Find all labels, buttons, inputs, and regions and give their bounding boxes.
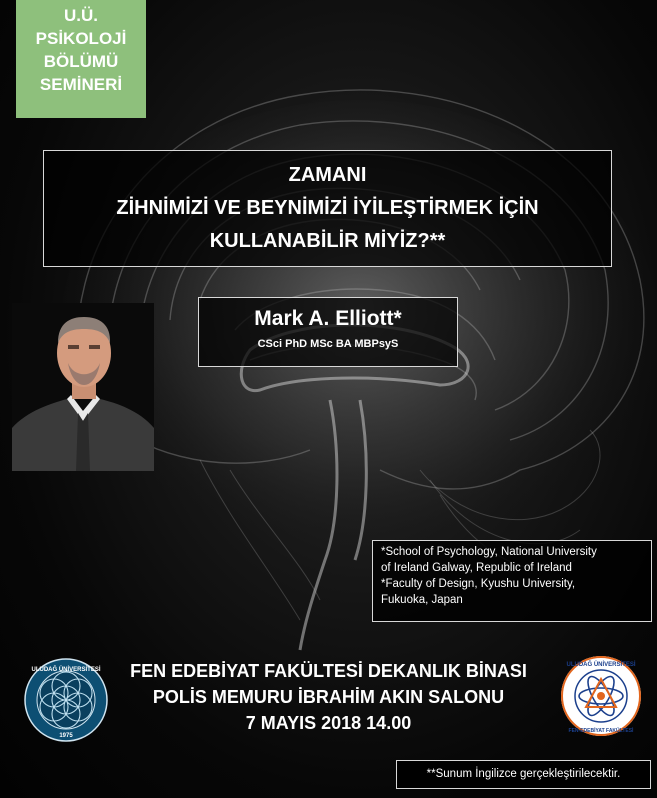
affiliation-line: *Faculty of Design, Kyushu University, bbox=[381, 578, 576, 590]
affiliation-line: *School of Psychology, National University bbox=[381, 546, 597, 558]
venue-room: POLİS MEMURU İBRAHİM AKIN SALONU bbox=[152, 687, 505, 707]
badge-line: BÖLÜMÜ bbox=[43, 52, 119, 71]
language-note: **Sunum İngilizce gerçekleştirilecektir. bbox=[396, 760, 651, 789]
right-logo-text: ULUDAĞ ÜNİVERSİTESİ bbox=[566, 662, 636, 668]
faculty-logo bbox=[560, 655, 642, 737]
badge-line: SEMİNERİ bbox=[39, 75, 123, 94]
title-line: KULLANABİLİR MİYİZ?** bbox=[209, 230, 446, 252]
left-logo-year: 1975 bbox=[59, 733, 73, 739]
badge-line: U.Ü. bbox=[64, 6, 98, 25]
speaker-photo bbox=[12, 303, 154, 471]
affiliation-line: of Ireland Galway, Republic of Ireland bbox=[381, 562, 572, 574]
affiliation-line: Fukuoka, Japan bbox=[381, 594, 463, 606]
title-line: ZİHNİMİZİ VE BEYNİMİZİ İYİLEŞTİRMEK İÇİN bbox=[116, 197, 539, 219]
speaker-box bbox=[198, 297, 458, 367]
left-logo-text: ULUDAĞ ÜNİVERSİTESİ bbox=[31, 667, 101, 673]
venue-date: 7 MAYIS 2018 14.00 bbox=[245, 713, 412, 733]
speaker-credentials: CSci PhD MSc BA MBPsyS bbox=[257, 338, 399, 350]
venue-building: FEN EDEBİYAT FAKÜLTESİ DEKANLIK BİNASI bbox=[130, 661, 527, 681]
title-line: ZAMANI bbox=[288, 164, 367, 186]
speaker-name: Mark A. Elliott* bbox=[254, 307, 402, 330]
badge-line: PSİKOLOJİ bbox=[35, 29, 127, 48]
seminar-badge bbox=[16, 0, 146, 118]
right-logo-bottom-text: FEN-EDEBİYAT FAKÜLTESİ bbox=[568, 728, 634, 734]
affiliations-box bbox=[372, 540, 652, 622]
seminar-title-box bbox=[43, 150, 612, 267]
venue-details bbox=[100, 658, 557, 736]
